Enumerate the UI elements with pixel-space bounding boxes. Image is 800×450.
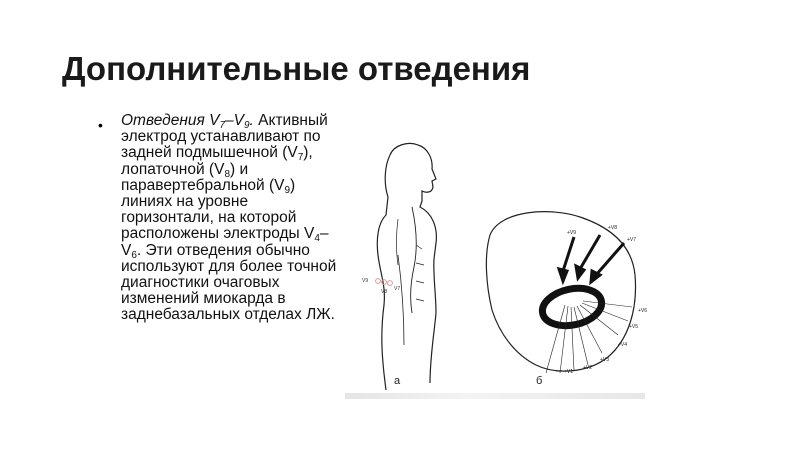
bullet-marker: • bbox=[98, 117, 103, 133]
slide-title: Дополнительные отведения bbox=[62, 50, 531, 87]
caption-strip bbox=[345, 393, 645, 399]
bullet-lead: Отведения $V_7-V_9$. bbox=[121, 112, 254, 131]
torso-electrodes bbox=[376, 279, 393, 286]
lead-label-v7: +V7 bbox=[627, 237, 637, 243]
bullet-text: Отведения $V_7-V_9$. Активный электрод устанавливают по задней подмышечной $(V_7)$, лопаточной $(V_8)$ и паравертебральной $(V_9)$ линиях на уровне горизонтали, на которой расположены электроды $V_4-V_6$. Эти отведения обычно используют для более точной диагностики очаговых изменений миокарда в заднебазальных отделах ЛЖ. bbox=[121, 112, 337, 324]
leads-figure bbox=[350, 135, 650, 405]
lead-label-v4: +V4 bbox=[618, 342, 628, 348]
torso-illustration bbox=[377, 143, 436, 390]
lead-label-v3: +V3 bbox=[600, 357, 610, 363]
lead-label-v9: +V9 bbox=[567, 230, 577, 236]
figure-drawing bbox=[350, 135, 650, 405]
figure-label-a: а bbox=[394, 375, 401, 387]
torso-label-v7: V7 bbox=[394, 286, 401, 292]
figure-label-b: б bbox=[536, 375, 543, 387]
lead-label-v8: +V8 bbox=[608, 225, 618, 231]
torso-label-v9: V9 bbox=[362, 278, 369, 284]
lead-label-v6: +V6 bbox=[638, 308, 648, 314]
lead-arrows bbox=[559, 235, 624, 282]
torso-label-v8: V8 bbox=[381, 289, 388, 295]
lead-label-v2: +V2 bbox=[583, 365, 593, 371]
lead-label-v5: +V5 bbox=[629, 324, 639, 330]
chest-cross-section bbox=[486, 212, 635, 373]
lead-label-v1: +V1 bbox=[564, 369, 574, 375]
